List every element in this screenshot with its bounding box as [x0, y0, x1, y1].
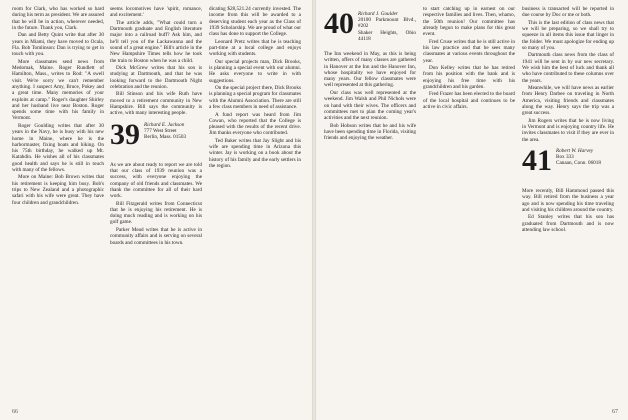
paragraph: Dartmouth class news from the class of 1941 will be sent in by our new secretary. We wish him the best of luck and thank all who have contributed to these columns over the years.	[522, 52, 614, 84]
right-page	[316, 0, 628, 420]
paragraph: Dick McGrew writes that his son is studying at Dartmouth, and that he was looking forward to the Dartmouth Night celebration and the reunion.	[110, 65, 202, 90]
secretary-name: Richard J. Goulder	[358, 11, 399, 17]
paragraph: seems locomotives have 'spirit, romance, and excitement.'	[110, 6, 202, 19]
secretary-name: Richard E. Jackson	[144, 121, 185, 128]
paragraph: Jim Rogers writes that he is now living in Vermont and is enjoying country life. He invites classmates to visit if they are ever in the area.	[522, 117, 614, 143]
paragraph: The article adds, "What could turn a Dartmouth graduate and English literature major into a railroad buff? Ask him, and he'll tell you of the Lackawanna and the sound of a great engine." Bill's article in the New Hampshire Times tells how he took the train to Boston when he was a child.	[110, 19, 202, 64]
paragraph: Bob Hobson writes that he and his wife have been spending time in Florida, visiting friends and enjoying the weather.	[324, 122, 416, 142]
left-column-2	[110, 6, 202, 401]
paragraph: Bill Stinson and his wife Ruth have moved to a retirement community in New Hampshire. Bill says the community is active, with many interesting people.	[110, 91, 202, 117]
class-39-header	[110, 119, 202, 159]
paragraph: Our class was well represented at the weekend. Jim Walsh and Phil Nichols were on hand with their wives. The officers and committees met to plan the coming year's activities and the next reunion.	[324, 89, 416, 122]
paragraph: Roger Goulding writes that after 30 years in the Navy, he is busy with his new home in Maine, where he is the harbormaster, fixing boats and hiking. On his 75th birthday, he walked up Mt. Katahdin. He wishes all of his classmates good health and says he is still in touch with many of the fellows.	[12, 122, 104, 173]
paragraph: room for Clark, who has worked so hard during his term as president. We are assured that he will be in action, wherever needed, in the future. Thank you, Clark.	[12, 6, 104, 31]
paragraph: More on Maine: Bob Brown writes that his retirement is keeping him busy. Bob's trips to New Zealand and a photographic safari with his wife were great. They have four children and grandchildren.	[12, 174, 104, 206]
paragraph: Leonard Pretz writes that he is teaching part-time at a local college and enjoys working with students.	[209, 38, 301, 58]
paragraph: Parker Mead writes that he is active in community affairs and is serving on several boards and committees in his town.	[110, 226, 202, 246]
page-number-left: 66	[12, 409, 18, 415]
class-41-header	[522, 145, 614, 185]
right-column-1	[324, 6, 416, 401]
class-number: 41	[522, 143, 552, 177]
paragraph: The Inn weekend in May, as this is being written, offers of many classes are gathered in Hanover at the Inn and the Hanover Inn, whose hospitality we have enjoyed for many years. Our fellow classmates were well represented at this gathering.	[324, 51, 416, 89]
paragraph: Fred Frazer has been elected to the board of the local hospital and continues to be active in civic affairs.	[423, 91, 515, 111]
secretary-address-line-2: Shaker Heights, Ohio 44118	[358, 29, 416, 42]
paragraph: More classmates send news from Medomak, Maine. Roger Rundlett of Hamilton, Mass., writes to Rod: "A swell visit. We're sorry we can't remember anything. I suspect Amy, Bruce, Pokey and a great time. Many memories of your exploits at camp." Roger's daughter Shirley and her husband live near Boston. Roger spends some time with his family in Vermont.	[12, 58, 104, 122]
paragraph: This is the last edition of class news that we will be preparing, so we shall try to squeeze in all items this issue that linger in the folder. We must apologize for ending up so many of you.	[522, 19, 614, 51]
class-secretary-info	[358, 8, 416, 42]
paragraph: As we are about ready to report we are told that our class of 1939 reunion was a success, with everyone enjoying the company of old friends and classmates. We thank the committee for all of their hard work.	[110, 161, 202, 200]
paragraph: More recently, Bill Hammond passed this way. Bill retired from the business a year ago and is now spending his time traveling and visiting his children around the country.	[522, 187, 614, 213]
paragraph: Don Kelley writes that he has retired from his position with the bank and is enjoying his free time with his grandchildren and his garden.	[423, 65, 515, 90]
left-page	[0, 0, 312, 420]
left-column-3	[209, 6, 301, 401]
secretary-address-line-1: 777 West Street	[144, 127, 177, 134]
secretary-address-line-2: Berlin, Mass. 01503	[144, 134, 187, 141]
paragraph: Ed Stanley writes that his son has graduated from Dartmouth and is now attending law school.	[522, 214, 614, 233]
paragraph: Ted Baker writes that Jay Slight and his wife are spending time in Arizona this winter. Jay is working on a book about the history of his family and the early settlers in the region.	[209, 137, 301, 170]
paragraph: Bill Fitzgerald writes from Connecticut that he is enjoying his retirement. He is doing much reading and is working on his golf game.	[110, 200, 202, 226]
right-column-2	[423, 6, 515, 401]
paragraph: dicating $28,521.24 currently invested. The income from this will be awarded to a deserving student each year as the Class of 1939 Scholarship. We are proud of what our class has done to support the College.	[209, 6, 301, 38]
paragraph: Fred Cruse writes that he is still active in his law practice and that he sees many classmates at various events throughout the year.	[423, 38, 515, 64]
secretary-address-line-1: Box 333	[556, 154, 574, 161]
paragraph: business is transacted will be reported in due course by Doc or me or both.	[522, 6, 614, 19]
right-column-3	[522, 6, 614, 401]
secretary-name: Robert W. Harvey	[556, 147, 594, 154]
paragraph: Our special projects man, Dick Brooks, is planning a special event with our alumni. He asks everyone to write in with suggestions.	[209, 58, 301, 84]
class-secretary-info	[556, 145, 601, 167]
secretary-address-line-2: Canaan, Conn. 06018	[556, 160, 601, 167]
left-column-1	[12, 6, 104, 401]
paragraph: On the special project there, Dick Brooks is planning a special program for classmates with the Alumni Association. There are still a few class members in need of assistance.	[209, 85, 301, 111]
class-number: 40	[324, 7, 354, 40]
class-number: 39	[110, 117, 140, 151]
paragraph: Dan and Betty Quint write that after 30 years in Miami, they have moved to Ocala, Fla. Bob Tomlinson: Dan is trying to get in touch with you.	[12, 32, 104, 58]
secretary-address-line-1: 20100 Parkmount Blvd., #202	[358, 17, 416, 30]
paragraph: to start catching up in earnest on our respective families and lives. Then, whamo, the 50th reunion! Our committee has already begun to make plans for this great event.	[423, 6, 515, 38]
paragraph: A fund report was heard from Jim Cowan, who reported that the College is pleased with the results of the recent drive. Jim thanks everyone who contributed.	[209, 111, 301, 137]
paragraph: Meanwhile, we will have news as earlier from Henry Darbee on traveling in North America, visiting friends and classmates along the way. Henry says the trip was a great success.	[522, 85, 614, 117]
class-secretary-info	[144, 119, 186, 141]
page-number-right: 67	[612, 409, 618, 415]
class-40-header	[324, 8, 416, 48]
